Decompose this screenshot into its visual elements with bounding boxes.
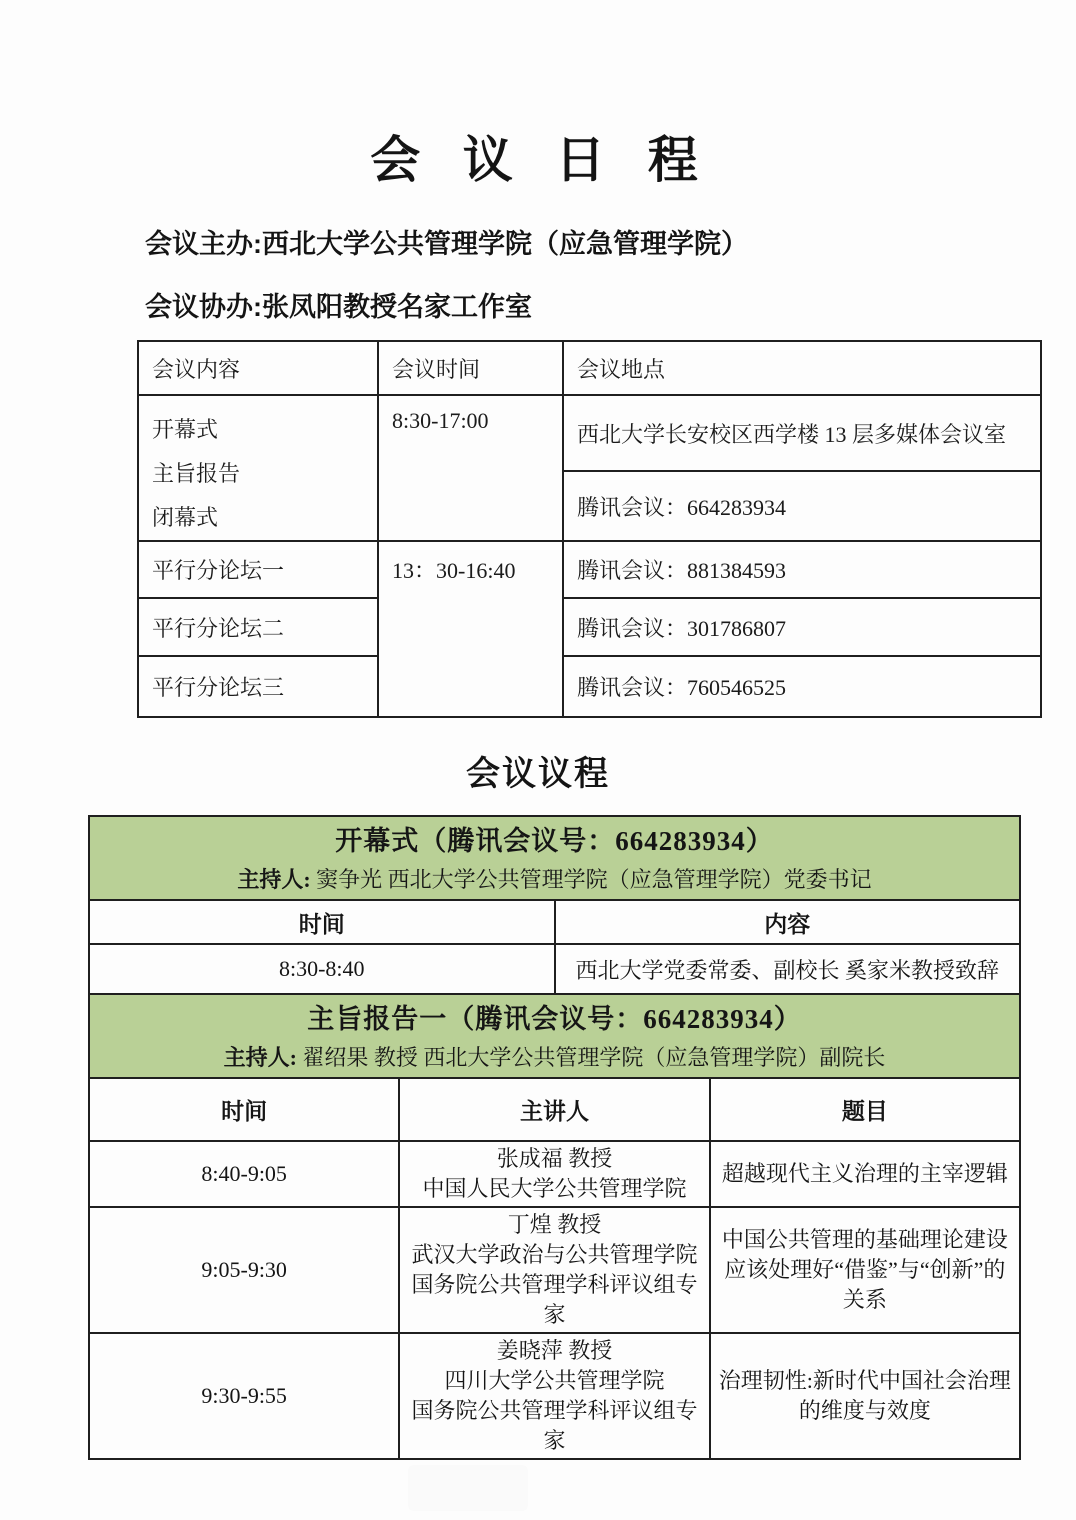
table-row	[89, 1333, 1020, 1459]
opening-session-table	[88, 815, 1021, 995]
keynote-row-time: 9:05-9:30	[89, 1207, 399, 1333]
main-session-location: 西北大学长安校区西学楼 13 层多媒体会议室	[563, 395, 1041, 471]
table-row	[138, 656, 1041, 717]
table-row	[89, 1207, 1020, 1333]
co-organizer-line: 会议协办:张凤阳教授名家工作室	[145, 292, 532, 322]
keynote-row-speaker	[399, 1141, 709, 1207]
opening-banner	[89, 816, 1020, 900]
opening-row-content: 西北大学党委常委、副校长 奚家米教授致辞	[555, 944, 1021, 994]
table-row	[138, 541, 1041, 598]
speaker-affiliation: 四川大学公共管理学院	[444, 1368, 665, 1393]
table-row	[138, 395, 1041, 471]
forum-3-meeting-id: 腾讯会议：760546525	[563, 656, 1041, 717]
speaker-affiliation: 武汉大学政治与公共管理学院	[411, 1242, 698, 1267]
session-item-opening: 开幕式	[152, 417, 219, 442]
speaker-affiliation: 中国人民大学公共管理学院	[422, 1176, 687, 1201]
forum-3-name: 平行分论坛三	[138, 656, 378, 717]
speaker-name: 姜晓萍 教授	[496, 1338, 613, 1363]
keynote-banner	[89, 994, 1020, 1078]
host-label: 主持人:	[223, 1045, 297, 1070]
keynote-header-speaker: 主讲人	[399, 1078, 709, 1141]
main-session-items	[138, 395, 378, 541]
forums-time: 13：30-16:40	[378, 541, 563, 717]
forum-1-meeting-id: 腾讯会议：881384593	[563, 541, 1041, 598]
opening-header-row	[89, 900, 1020, 944]
keynote-header-time: 时间	[89, 1078, 399, 1141]
keynote-banner-title: 主旨报告一（腾讯会议号：664283934）	[307, 1004, 802, 1034]
opening-header-time: 时间	[89, 900, 555, 944]
overview-header-content: 会议内容	[138, 341, 378, 395]
table-row	[89, 944, 1020, 994]
keynote-row-time: 9:30-9:55	[89, 1333, 399, 1459]
opening-banner-title: 开幕式（腾讯会议号：664283934）	[335, 826, 774, 856]
overview-header-time: 会议时间	[378, 341, 563, 395]
session-item-closing: 闭幕式	[152, 505, 219, 530]
forum-1-name: 平行分论坛一	[138, 541, 378, 598]
faint-watermark	[408, 1465, 528, 1511]
speaker-name: 张成福 教授	[496, 1146, 613, 1171]
keynote-banner-host	[98, 1041, 1011, 1075]
keynote-row-speaker	[399, 1333, 709, 1459]
keynote-row-speaker	[399, 1207, 709, 1333]
agenda-heading: 会议议程	[466, 756, 610, 793]
forum-2-name: 平行分论坛二	[138, 598, 378, 656]
host-text: 翟绍果 教授 西北大学公共管理学院（应急管理学院）副院长	[302, 1045, 886, 1070]
main-session-time: 8:30-17:00	[378, 395, 563, 541]
speaker-role: 国务院公共管理学科评议组专家	[411, 1272, 698, 1327]
page-title: 会 议 日 程	[370, 132, 706, 188]
table-row	[89, 994, 1020, 1078]
opening-header-content: 内容	[555, 900, 1021, 944]
keynote-session-table	[88, 993, 1021, 1460]
keynote-header-row	[89, 1078, 1020, 1141]
table-row	[89, 816, 1020, 900]
table-row	[89, 1141, 1020, 1207]
table-row	[138, 598, 1041, 656]
host-label: 主持人:	[237, 867, 311, 892]
speaker-name: 丁煌 教授	[507, 1212, 602, 1237]
host-text: 窦争光 西北大学公共管理学院（应急管理学院）党委书记	[316, 867, 872, 892]
keynote-row-topic: 中国公共管理的基础理论建设应该处理好“借鉴”与“创新”的关系	[710, 1207, 1020, 1333]
opening-row-time: 8:30-8:40	[89, 944, 555, 994]
overview-header-row	[138, 341, 1041, 395]
overview-header-location: 会议地点	[563, 341, 1041, 395]
keynote-row-topic: 治理韧性:新时代中国社会治理的维度与效度	[710, 1333, 1020, 1459]
session-item-keynote: 主旨报告	[152, 461, 241, 486]
keynote-header-topic: 题目	[710, 1078, 1020, 1141]
host-organizer-line: 会议主办:西北大学公共管理学院（应急管理学院）	[145, 229, 748, 259]
keynote-row-time: 8:40-9:05	[89, 1141, 399, 1207]
opening-banner-host	[98, 863, 1011, 897]
main-session-meeting-id: 腾讯会议：664283934	[563, 471, 1041, 541]
speaker-role: 国务院公共管理学科评议组专家	[411, 1398, 698, 1453]
overview-table	[137, 340, 1042, 718]
forum-2-meeting-id: 腾讯会议：301786807	[563, 598, 1041, 656]
keynote-row-topic: 超越现代主义治理的主宰逻辑	[710, 1141, 1020, 1207]
